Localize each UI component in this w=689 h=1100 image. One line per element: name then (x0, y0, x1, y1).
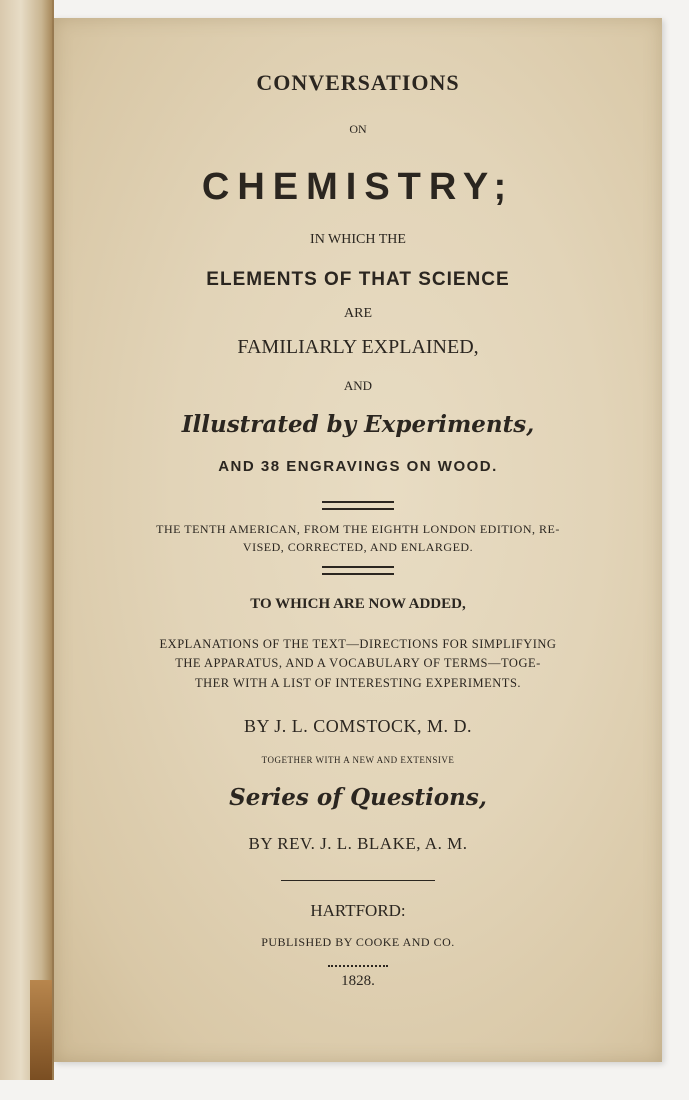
edition-line-1: THE TENTH AMERICAN, FROM THE EIGHTH LONDON EDITION, RE- (156, 522, 560, 536)
title-line-in-which-the: IN WHICH THE (310, 232, 406, 247)
title-line-familiarly-explained: FAMILIARLY EXPLAINED, (237, 336, 479, 358)
title-line-are: ARE (344, 306, 372, 321)
added-line: TO WHICH ARE NOW ADDED, (250, 596, 466, 612)
double-rule-2 (322, 566, 394, 575)
title-page (54, 18, 662, 1062)
title-line-engravings: AND 38 ENGRAVINGS ON WOOD. (218, 458, 498, 475)
title-line-elements: ELEMENTS OF THAT SCIENCE (206, 269, 510, 290)
explanation-line-1: EXPLANATIONS OF THE TEXT—DIRECTIONS FOR SIMPLIFYING (159, 637, 557, 651)
series-line: Series of Questions, (229, 784, 487, 811)
leather-cover-corner (30, 980, 52, 1080)
dotted-rule (328, 965, 388, 967)
coauthor-line: BY REV. J. L. BLAKE, A. M. (248, 834, 468, 853)
double-rule-1 (322, 501, 394, 510)
title-line-illustrated: Illustrated by Experiments, (181, 411, 535, 438)
title-line-on: ON (349, 122, 367, 136)
title-line-and: AND (343, 378, 373, 393)
publisher-line: PUBLISHED BY COOKE AND CO. (261, 935, 455, 949)
title-line-conversations: CONVERSATIONS (256, 70, 460, 95)
edition-line-2: VISED, CORRECTED, AND ENLARGED. (242, 540, 474, 554)
together-line: TOGETHER WITH A NEW AND EXTENSIVE (261, 755, 455, 765)
place-line: HARTFORD: (310, 901, 406, 920)
single-rule (281, 880, 435, 881)
year-line: 1828. (341, 973, 375, 989)
explanation-line-3: THER WITH A LIST OF INTERESTING EXPERIMENTS. (194, 676, 522, 690)
book-spine-edge (0, 0, 54, 1080)
author-line: BY J. L. COMSTOCK, M. D. (243, 716, 473, 736)
explanation-line-2: THE APPARATUS, AND A VOCABULARY OF TERMS—TOGE- (175, 656, 541, 670)
title-line-chemistry: CHEMISTRY; (201, 166, 515, 208)
